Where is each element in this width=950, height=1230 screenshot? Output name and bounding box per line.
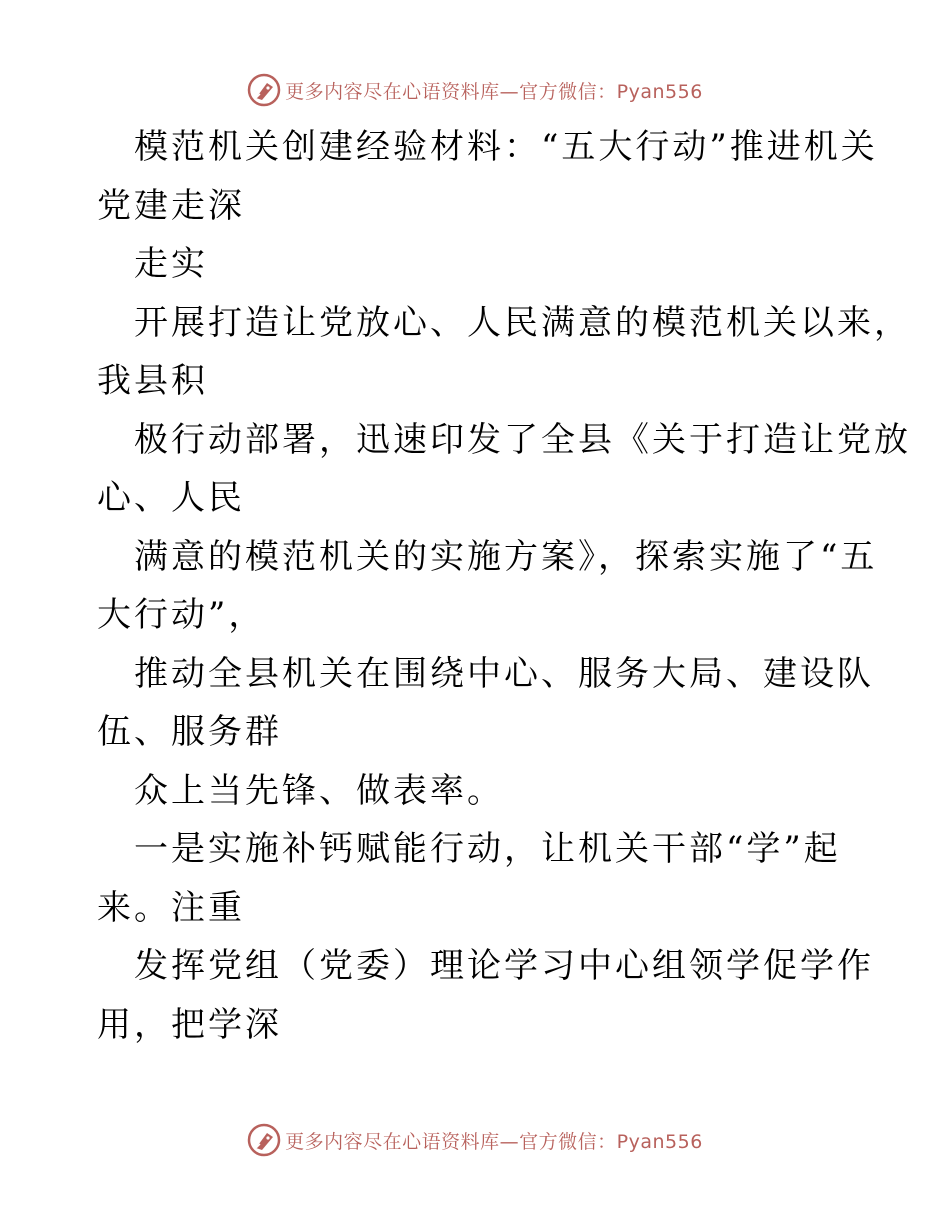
footer-banner <box>0 1120 950 1160</box>
document-line: 伍、服务群 <box>97 712 282 752</box>
document-line: 开展打造让党放心、人民满意的模范机关以来， <box>134 302 911 343</box>
document-line: 满意的模范机关的实施方案》，探索实施了“五 <box>134 536 878 577</box>
document-line: 模范机关创建经验材料：“五大行动”推进机关 <box>134 127 878 167</box>
header-banner-text: 更多内容尽在心语资料库—官方微信：Pyan556 <box>285 80 703 103</box>
document-line: 一是实施补钙赋能行动，让机关干部“学”起 <box>134 829 841 869</box>
footer-banner-text: 更多内容尽在心语资料库—官方微信：Pyan556 <box>285 1130 703 1153</box>
document-line: 用，把学深 <box>97 1004 282 1045</box>
document-line: 众上当先锋、做表率。 <box>134 770 504 811</box>
document-line: 心、人民 <box>97 478 245 518</box>
document-line: 来。注重 <box>97 887 245 928</box>
pen-nib-logo-icon <box>247 73 281 107</box>
document-line: 发挥党组（党委）理论学习中心组领学促学作 <box>134 946 874 986</box>
document-line: 走实 <box>134 244 208 284</box>
document-line: 推动全县机关在围绕中心、服务大局、建设队 <box>134 653 874 694</box>
document-body <box>97 118 911 1054</box>
header-banner <box>0 70 950 110</box>
document-line: 我县积 <box>97 361 208 401</box>
document-line: 党建走深 <box>97 185 245 226</box>
document-line: 极行动部署，迅速印发了全县《关于打造让党放 <box>134 419 911 460</box>
document-line: 大行动”， <box>97 595 266 635</box>
pen-nib-logo-icon <box>247 1123 281 1157</box>
